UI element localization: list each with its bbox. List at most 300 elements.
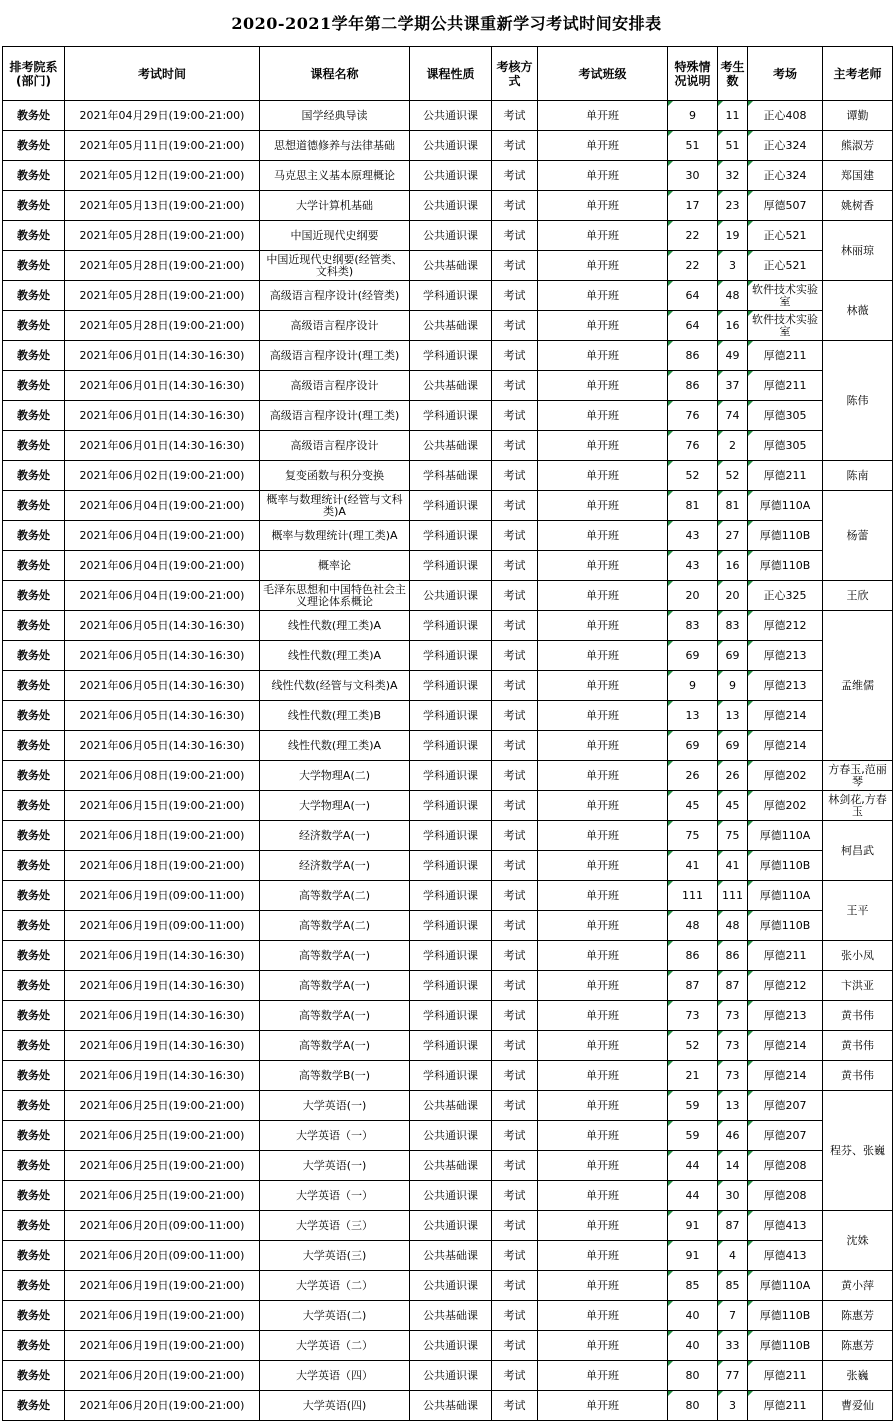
exam-method-cell: 考试 bbox=[492, 731, 538, 761]
exam-class-cell: 单开班 bbox=[538, 1151, 668, 1181]
exam-time-cell: 2021年06月04日(19:00-21:00) bbox=[65, 491, 260, 521]
course-nature-cell: 公共通识课 bbox=[410, 1361, 492, 1391]
examiner-cell: 林剑花,方春玉 bbox=[823, 791, 893, 821]
student-count-cell: 11 bbox=[718, 101, 748, 131]
dept-cell: 教务处 bbox=[3, 851, 65, 881]
exam-time-cell: 2021年06月05日(14:30-16:30) bbox=[65, 671, 260, 701]
table-row bbox=[3, 611, 893, 641]
examiner-cell: 黄书伟 bbox=[823, 1031, 893, 1061]
exam-time-cell: 2021年06月05日(14:30-16:30) bbox=[65, 611, 260, 641]
special-note-cell: 48 bbox=[668, 911, 718, 941]
course-name-cell: 大学英语（四） bbox=[260, 1361, 410, 1391]
exam-method-cell: 考试 bbox=[492, 131, 538, 161]
exam-class-cell: 单开班 bbox=[538, 1001, 668, 1031]
examiner-cell: 程芬、张巍 bbox=[823, 1091, 893, 1211]
exam-class-cell: 单开班 bbox=[538, 1031, 668, 1061]
special-note-cell: 64 bbox=[668, 311, 718, 341]
special-note-cell: 69 bbox=[668, 731, 718, 761]
table-row bbox=[3, 1331, 893, 1361]
exam-room-cell: 软件技术实验室 bbox=[748, 281, 823, 311]
course-name-cell: 中国近现代史纲要 bbox=[260, 221, 410, 251]
exam-method-cell: 考试 bbox=[492, 611, 538, 641]
col-header-examiner: 主考老师 bbox=[823, 47, 893, 101]
special-note-cell: 9 bbox=[668, 671, 718, 701]
exam-class-cell: 单开班 bbox=[538, 821, 668, 851]
examiner-cell: 陈南 bbox=[823, 461, 893, 491]
special-note-cell: 52 bbox=[668, 1031, 718, 1061]
table-row bbox=[3, 941, 893, 971]
student-count-cell: 7 bbox=[718, 1301, 748, 1331]
course-name-cell: 线性代数(经管与文科类)A bbox=[260, 671, 410, 701]
course-name-cell: 概率与数理统计(经管与文科类)A bbox=[260, 491, 410, 521]
exam-room-cell: 厚德207 bbox=[748, 1121, 823, 1151]
dept-cell: 教务处 bbox=[3, 1271, 65, 1301]
special-note-cell: 20 bbox=[668, 581, 718, 611]
exam-room-cell: 厚德110B bbox=[748, 521, 823, 551]
exam-room-cell: 正心521 bbox=[748, 221, 823, 251]
course-name-cell: 中国近现代史纲要(经管类、文科类) bbox=[260, 251, 410, 281]
exam-class-cell: 单开班 bbox=[538, 311, 668, 341]
col-header-count: 考生数 bbox=[718, 47, 748, 101]
exam-room-cell: 厚德305 bbox=[748, 401, 823, 431]
dept-cell: 教务处 bbox=[3, 1241, 65, 1271]
dept-cell: 教务处 bbox=[3, 731, 65, 761]
exam-method-cell: 考试 bbox=[492, 791, 538, 821]
special-note-cell: 75 bbox=[668, 821, 718, 851]
dept-cell: 教务处 bbox=[3, 1391, 65, 1421]
course-name-cell: 线性代数(理工类)A bbox=[260, 611, 410, 641]
exam-class-cell: 单开班 bbox=[538, 1391, 668, 1421]
exam-method-cell: 考试 bbox=[492, 101, 538, 131]
exam-room-cell: 厚德110B bbox=[748, 911, 823, 941]
dept-cell: 教务处 bbox=[3, 881, 65, 911]
exam-class-cell: 单开班 bbox=[538, 431, 668, 461]
col-header-method: 考核方式 bbox=[492, 47, 538, 101]
table-row bbox=[3, 161, 893, 191]
examiner-cell: 黄小萍 bbox=[823, 1271, 893, 1301]
special-note-cell: 45 bbox=[668, 791, 718, 821]
exam-class-cell: 单开班 bbox=[538, 251, 668, 281]
exam-method-cell: 考试 bbox=[492, 1091, 538, 1121]
special-note-cell: 26 bbox=[668, 761, 718, 791]
exam-class-cell: 单开班 bbox=[538, 1361, 668, 1391]
table-row bbox=[3, 551, 893, 581]
examiner-cell: 陈伟 bbox=[823, 341, 893, 461]
exam-method-cell: 考试 bbox=[492, 401, 538, 431]
course-name-cell: 线性代数(理工类)A bbox=[260, 731, 410, 761]
exam-class-cell: 单开班 bbox=[538, 1331, 668, 1361]
course-nature-cell: 公共通识课 bbox=[410, 1331, 492, 1361]
exam-class-cell: 单开班 bbox=[538, 281, 668, 311]
exam-method-cell: 考试 bbox=[492, 551, 538, 581]
dept-cell: 教务处 bbox=[3, 1151, 65, 1181]
examiner-cell: 谭勤 bbox=[823, 101, 893, 131]
course-nature-cell: 学科通识课 bbox=[410, 641, 492, 671]
exam-class-cell: 单开班 bbox=[538, 1181, 668, 1211]
exam-room-cell: 厚德110B bbox=[748, 1331, 823, 1361]
course-name-cell: 大学英语(一) bbox=[260, 1151, 410, 1181]
exam-class-cell: 单开班 bbox=[538, 611, 668, 641]
course-name-cell: 线性代数(理工类)B bbox=[260, 701, 410, 731]
exam-method-cell: 考试 bbox=[492, 491, 538, 521]
exam-class-cell: 单开班 bbox=[538, 221, 668, 251]
course-name-cell: 概率论 bbox=[260, 551, 410, 581]
examiner-cell: 沈姝 bbox=[823, 1211, 893, 1271]
special-note-cell: 81 bbox=[668, 491, 718, 521]
exam-method-cell: 考试 bbox=[492, 431, 538, 461]
course-name-cell: 高等数学A(二) bbox=[260, 911, 410, 941]
table-row bbox=[3, 1271, 893, 1301]
dept-cell: 教务处 bbox=[3, 491, 65, 521]
exam-room-cell: 厚德214 bbox=[748, 701, 823, 731]
student-count-cell: 87 bbox=[718, 1211, 748, 1241]
special-note-cell: 73 bbox=[668, 1001, 718, 1031]
dept-cell: 教务处 bbox=[3, 1211, 65, 1241]
special-note-cell: 41 bbox=[668, 851, 718, 881]
dept-cell: 教务处 bbox=[3, 1061, 65, 1091]
exam-class-cell: 单开班 bbox=[538, 581, 668, 611]
course-name-cell: 高等数学A(一) bbox=[260, 1031, 410, 1061]
col-header-dept: 排考院系(部门) bbox=[3, 47, 65, 101]
examiner-cell: 王欣 bbox=[823, 581, 893, 611]
dept-cell: 教务处 bbox=[3, 1361, 65, 1391]
student-count-cell: 51 bbox=[718, 131, 748, 161]
examiner-cell: 卞洪亚 bbox=[823, 971, 893, 1001]
exam-time-cell: 2021年06月19日(14:30-16:30) bbox=[65, 1061, 260, 1091]
course-nature-cell: 学科通识课 bbox=[410, 821, 492, 851]
exam-room-cell: 厚德214 bbox=[748, 731, 823, 761]
exam-room-cell: 厚德211 bbox=[748, 1361, 823, 1391]
course-name-cell: 大学英语（一） bbox=[260, 1121, 410, 1151]
exam-room-cell: 厚德110A bbox=[748, 821, 823, 851]
student-count-cell: 85 bbox=[718, 1271, 748, 1301]
course-name-cell: 大学计算机基础 bbox=[260, 191, 410, 221]
course-name-cell: 高级语言程序设计(理工类) bbox=[260, 401, 410, 431]
exam-room-cell: 正心521 bbox=[748, 251, 823, 281]
exam-room-cell: 厚德413 bbox=[748, 1211, 823, 1241]
student-count-cell: 27 bbox=[718, 521, 748, 551]
student-count-cell: 111 bbox=[718, 881, 748, 911]
exam-time-cell: 2021年06月08日(19:00-21:00) bbox=[65, 761, 260, 791]
dept-cell: 教务处 bbox=[3, 281, 65, 311]
course-nature-cell: 公共通识课 bbox=[410, 101, 492, 131]
student-count-cell: 13 bbox=[718, 1091, 748, 1121]
exam-method-cell: 考试 bbox=[492, 191, 538, 221]
dept-cell: 教务处 bbox=[3, 821, 65, 851]
dept-cell: 教务处 bbox=[3, 1121, 65, 1151]
exam-time-cell: 2021年05月28日(19:00-21:00) bbox=[65, 281, 260, 311]
course-nature-cell: 学科通识课 bbox=[410, 671, 492, 701]
course-name-cell: 高等数学A(一) bbox=[260, 1001, 410, 1031]
student-count-cell: 33 bbox=[718, 1331, 748, 1361]
table-row bbox=[3, 221, 893, 251]
exam-class-cell: 单开班 bbox=[538, 641, 668, 671]
table-row bbox=[3, 1001, 893, 1031]
col-header-room: 考场 bbox=[748, 47, 823, 101]
table-row bbox=[3, 761, 893, 791]
course-nature-cell: 公共基础课 bbox=[410, 251, 492, 281]
exam-method-cell: 考试 bbox=[492, 1391, 538, 1421]
exam-method-cell: 考试 bbox=[492, 1001, 538, 1031]
special-note-cell: 86 bbox=[668, 941, 718, 971]
special-note-cell: 22 bbox=[668, 251, 718, 281]
special-note-cell: 40 bbox=[668, 1301, 718, 1331]
student-count-cell: 20 bbox=[718, 581, 748, 611]
exam-time-cell: 2021年06月18日(19:00-21:00) bbox=[65, 821, 260, 851]
course-name-cell: 线性代数(理工类)A bbox=[260, 641, 410, 671]
course-nature-cell: 公共基础课 bbox=[410, 1391, 492, 1421]
table-row bbox=[3, 911, 893, 941]
student-count-cell: 48 bbox=[718, 911, 748, 941]
course-nature-cell: 公共通识课 bbox=[410, 581, 492, 611]
student-count-cell: 69 bbox=[718, 731, 748, 761]
examiner-cell: 林薇 bbox=[823, 281, 893, 341]
exam-class-cell: 单开班 bbox=[538, 461, 668, 491]
table-row bbox=[3, 821, 893, 851]
dept-cell: 教务处 bbox=[3, 1091, 65, 1121]
exam-time-cell: 2021年06月25日(19:00-21:00) bbox=[65, 1121, 260, 1151]
special-note-cell: 13 bbox=[668, 701, 718, 731]
exam-method-cell: 考试 bbox=[492, 971, 538, 1001]
student-count-cell: 77 bbox=[718, 1361, 748, 1391]
exam-time-cell: 2021年06月01日(14:30-16:30) bbox=[65, 371, 260, 401]
exam-method-cell: 考试 bbox=[492, 161, 538, 191]
special-note-cell: 83 bbox=[668, 611, 718, 641]
header-row bbox=[3, 47, 893, 101]
table-row bbox=[3, 1391, 893, 1421]
examiner-cell: 张巍 bbox=[823, 1361, 893, 1391]
exam-room-cell: 正心324 bbox=[748, 131, 823, 161]
exam-method-cell: 考试 bbox=[492, 1061, 538, 1091]
exam-time-cell: 2021年05月12日(19:00-21:00) bbox=[65, 161, 260, 191]
exam-class-cell: 单开班 bbox=[538, 491, 668, 521]
exam-room-cell: 厚德211 bbox=[748, 461, 823, 491]
exam-class-cell: 单开班 bbox=[538, 911, 668, 941]
course-name-cell: 概率与数理统计(理工类)A bbox=[260, 521, 410, 551]
course-nature-cell: 公共通识课 bbox=[410, 1271, 492, 1301]
course-name-cell: 高等数学B(一) bbox=[260, 1061, 410, 1091]
student-count-cell: 73 bbox=[718, 1031, 748, 1061]
exam-time-cell: 2021年06月05日(14:30-16:30) bbox=[65, 641, 260, 671]
exam-class-cell: 单开班 bbox=[538, 131, 668, 161]
course-nature-cell: 公共基础课 bbox=[410, 371, 492, 401]
course-nature-cell: 公共基础课 bbox=[410, 1151, 492, 1181]
exam-method-cell: 考试 bbox=[492, 1121, 538, 1151]
student-count-cell: 83 bbox=[718, 611, 748, 641]
table-row bbox=[3, 731, 893, 761]
dept-cell: 教务处 bbox=[3, 641, 65, 671]
special-note-cell: 44 bbox=[668, 1151, 718, 1181]
exam-time-cell: 2021年06月19日(14:30-16:30) bbox=[65, 1031, 260, 1061]
course-nature-cell: 学科通识课 bbox=[410, 851, 492, 881]
dept-cell: 教务处 bbox=[3, 161, 65, 191]
exam-class-cell: 单开班 bbox=[538, 1301, 668, 1331]
exam-class-cell: 单开班 bbox=[538, 1091, 668, 1121]
dept-cell: 教务处 bbox=[3, 761, 65, 791]
examiner-cell: 黄书伟 bbox=[823, 1061, 893, 1091]
exam-class-cell: 单开班 bbox=[538, 191, 668, 221]
dept-cell: 教务处 bbox=[3, 1181, 65, 1211]
dept-cell: 教务处 bbox=[3, 1301, 65, 1331]
table-row bbox=[3, 1241, 893, 1271]
student-count-cell: 32 bbox=[718, 161, 748, 191]
special-note-cell: 76 bbox=[668, 401, 718, 431]
exam-class-cell: 单开班 bbox=[538, 401, 668, 431]
special-note-cell: 40 bbox=[668, 1331, 718, 1361]
course-nature-cell: 学科通识课 bbox=[410, 341, 492, 371]
dept-cell: 教务处 bbox=[3, 581, 65, 611]
special-note-cell: 80 bbox=[668, 1361, 718, 1391]
student-count-cell: 41 bbox=[718, 851, 748, 881]
exam-room-cell: 厚德110B bbox=[748, 1301, 823, 1331]
course-nature-cell: 学科通识课 bbox=[410, 1031, 492, 1061]
exam-class-cell: 单开班 bbox=[538, 851, 668, 881]
course-nature-cell: 公共基础课 bbox=[410, 311, 492, 341]
examiner-cell: 姚树香 bbox=[823, 191, 893, 221]
special-note-cell: 59 bbox=[668, 1121, 718, 1151]
course-name-cell: 高等数学A(一) bbox=[260, 971, 410, 1001]
exam-time-cell: 2021年05月28日(19:00-21:00) bbox=[65, 251, 260, 281]
course-name-cell: 大学英语(三) bbox=[260, 1241, 410, 1271]
course-nature-cell: 公共基础课 bbox=[410, 1241, 492, 1271]
exam-class-cell: 单开班 bbox=[538, 941, 668, 971]
table-row bbox=[3, 1211, 893, 1241]
table-row bbox=[3, 251, 893, 281]
exam-time-cell: 2021年06月19日(19:00-21:00) bbox=[65, 1301, 260, 1331]
exam-method-cell: 考试 bbox=[492, 911, 538, 941]
table-row bbox=[3, 311, 893, 341]
col-header-class: 考试班级 bbox=[538, 47, 668, 101]
exam-time-cell: 2021年06月25日(19:00-21:00) bbox=[65, 1151, 260, 1181]
exam-room-cell: 厚德211 bbox=[748, 1391, 823, 1421]
course-name-cell: 大学英语（一） bbox=[260, 1181, 410, 1211]
student-count-cell: 52 bbox=[718, 461, 748, 491]
table-row bbox=[3, 341, 893, 371]
exam-room-cell: 厚德110A bbox=[748, 881, 823, 911]
exam-time-cell: 2021年06月15日(19:00-21:00) bbox=[65, 791, 260, 821]
exam-method-cell: 考试 bbox=[492, 1331, 538, 1361]
student-count-cell: 46 bbox=[718, 1121, 748, 1151]
exam-method-cell: 考试 bbox=[492, 941, 538, 971]
exam-method-cell: 考试 bbox=[492, 581, 538, 611]
exam-room-cell: 厚德214 bbox=[748, 1031, 823, 1061]
student-count-cell: 49 bbox=[718, 341, 748, 371]
course-nature-cell: 学科通识课 bbox=[410, 731, 492, 761]
dept-cell: 教务处 bbox=[3, 461, 65, 491]
exam-method-cell: 考试 bbox=[492, 341, 538, 371]
dept-cell: 教务处 bbox=[3, 1031, 65, 1061]
exam-room-cell: 厚德211 bbox=[748, 941, 823, 971]
table-row bbox=[3, 1151, 893, 1181]
course-nature-cell: 学科通识课 bbox=[410, 491, 492, 521]
course-nature-cell: 学科通识课 bbox=[410, 881, 492, 911]
exam-room-cell: 厚德211 bbox=[748, 371, 823, 401]
exam-time-cell: 2021年06月19日(19:00-21:00) bbox=[65, 1271, 260, 1301]
exam-room-cell: 厚德214 bbox=[748, 1061, 823, 1091]
student-count-cell: 16 bbox=[718, 311, 748, 341]
course-nature-cell: 学科通识课 bbox=[410, 281, 492, 311]
course-nature-cell: 公共通识课 bbox=[410, 191, 492, 221]
special-note-cell: 64 bbox=[668, 281, 718, 311]
course-nature-cell: 学科通识课 bbox=[410, 911, 492, 941]
course-nature-cell: 公共基础课 bbox=[410, 1301, 492, 1331]
course-name-cell: 高级语言程序设计(理工类) bbox=[260, 341, 410, 371]
student-count-cell: 30 bbox=[718, 1181, 748, 1211]
student-count-cell: 73 bbox=[718, 1001, 748, 1031]
table-row bbox=[3, 881, 893, 911]
exam-class-cell: 单开班 bbox=[538, 791, 668, 821]
student-count-cell: 69 bbox=[718, 641, 748, 671]
exam-method-cell: 考试 bbox=[492, 1241, 538, 1271]
dept-cell: 教务处 bbox=[3, 941, 65, 971]
course-nature-cell: 学科通识课 bbox=[410, 1001, 492, 1031]
table-row bbox=[3, 431, 893, 461]
student-count-cell: 48 bbox=[718, 281, 748, 311]
exam-method-cell: 考试 bbox=[492, 851, 538, 881]
exam-method-cell: 考试 bbox=[492, 1361, 538, 1391]
student-count-cell: 86 bbox=[718, 941, 748, 971]
course-nature-cell: 公共基础课 bbox=[410, 1091, 492, 1121]
exam-room-cell: 正心325 bbox=[748, 581, 823, 611]
table-row bbox=[3, 851, 893, 881]
exam-room-cell: 厚德208 bbox=[748, 1181, 823, 1211]
exam-room-cell: 厚德208 bbox=[748, 1151, 823, 1181]
student-count-cell: 4 bbox=[718, 1241, 748, 1271]
exam-time-cell: 2021年06月04日(19:00-21:00) bbox=[65, 551, 260, 581]
student-count-cell: 75 bbox=[718, 821, 748, 851]
exam-class-cell: 单开班 bbox=[538, 521, 668, 551]
exam-room-cell: 厚德202 bbox=[748, 761, 823, 791]
table-row bbox=[3, 1091, 893, 1121]
exam-class-cell: 单开班 bbox=[538, 1271, 668, 1301]
exam-room-cell: 厚德207 bbox=[748, 1091, 823, 1121]
exam-class-cell: 单开班 bbox=[538, 161, 668, 191]
exam-class-cell: 单开班 bbox=[538, 731, 668, 761]
dept-cell: 教务处 bbox=[3, 341, 65, 371]
exam-method-cell: 考试 bbox=[492, 461, 538, 491]
course-name-cell: 高级语言程序设计 bbox=[260, 371, 410, 401]
exam-time-cell: 2021年06月19日(14:30-16:30) bbox=[65, 941, 260, 971]
dept-cell: 教务处 bbox=[3, 431, 65, 461]
exam-room-cell: 厚德110A bbox=[748, 1271, 823, 1301]
exam-room-cell: 正心408 bbox=[748, 101, 823, 131]
exam-room-cell: 厚德507 bbox=[748, 191, 823, 221]
course-nature-cell: 学科通识课 bbox=[410, 701, 492, 731]
exam-room-cell: 厚德110B bbox=[748, 851, 823, 881]
dept-cell: 教务处 bbox=[3, 401, 65, 431]
exam-method-cell: 考试 bbox=[492, 281, 538, 311]
dept-cell: 教务处 bbox=[3, 551, 65, 581]
course-nature-cell: 学科通识课 bbox=[410, 611, 492, 641]
special-note-cell: 69 bbox=[668, 641, 718, 671]
exam-class-cell: 单开班 bbox=[538, 101, 668, 131]
exam-class-cell: 单开班 bbox=[538, 1211, 668, 1241]
exam-time-cell: 2021年05月28日(19:00-21:00) bbox=[65, 311, 260, 341]
exam-room-cell: 软件技术实验室 bbox=[748, 311, 823, 341]
exam-class-cell: 单开班 bbox=[538, 671, 668, 701]
exam-method-cell: 考试 bbox=[492, 311, 538, 341]
dept-cell: 教务处 bbox=[3, 671, 65, 701]
table-row bbox=[3, 401, 893, 431]
exam-class-cell: 单开班 bbox=[538, 701, 668, 731]
dept-cell: 教务处 bbox=[3, 251, 65, 281]
course-nature-cell: 学科通识课 bbox=[410, 401, 492, 431]
exam-method-cell: 考试 bbox=[492, 701, 538, 731]
table-row bbox=[3, 641, 893, 671]
examiner-cell: 熊淑芳 bbox=[823, 131, 893, 161]
exam-room-cell: 厚德110A bbox=[748, 491, 823, 521]
student-count-cell: 16 bbox=[718, 551, 748, 581]
